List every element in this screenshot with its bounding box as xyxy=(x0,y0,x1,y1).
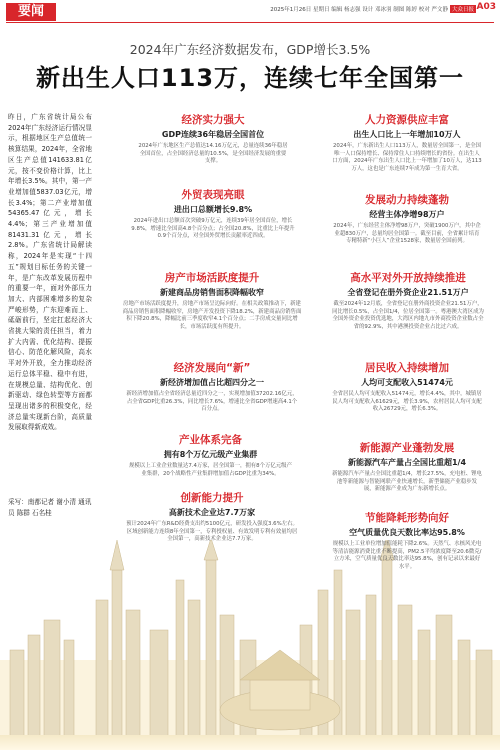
card-title: 创新能力提升 xyxy=(180,492,244,504)
card-body: 全省居民人均可支配收入51474元，增长4.4%，其中，城镇居民人均可支配收入61629元，增长3.9%，农村居民人均可支配收入26729元，增长6.3%。 xyxy=(332,391,482,413)
card-body: 2024年广东地区生产总值达14.16万亿元，总量连续36年稳居全国首位，占全国经济总量的10.5%，是全国经济发展的重要支撑。 xyxy=(138,143,288,165)
card-body: 房地产市场活跃度提升，房地产市场呈边际向好。在相关政策推动下，新建商品房销售面积降幅收窄，房地产开发投资下降18.2%，新建商品房销售面积下降20.8%，降幅比前三季度收窄4.1个百分点；二手房成交量同比增长，市场活跃度有所提升。 xyxy=(122,301,302,330)
stat-card xyxy=(126,360,298,414)
card-subtitle: 空气质量优良天数比率达95.8% xyxy=(349,528,465,537)
card-subtitle: 人均可支配收入51474元 xyxy=(361,378,453,387)
card-subtitle: 进出口总额增长9.8% xyxy=(173,205,253,214)
intro-article: 昨日，广东省统计局公布2024年广东经济运行情况显示，根据地区生产总值统一核算结果，2024年，全省地区生产总值141633.81亿元，按不变价格计算，比上年增长3.5%。其中，第一产业增加值5837.03亿元，增长3.4%；第二产业增加值54365.47亿元，增长4.4%；第三产业增加值81431.31亿元，增长2.8%。广东省统计局解读称，2024年是实现“十四五”规划目标任务的关键一年，是广东改革发展历程中的重要一年，面对外部压力加大、内部困难增多的复杂严峻形势，广东迎难而上、砥砺前行，坚定扛起经济大省挑大梁的责任担当，着力扩大内需、优化结构、提振信心、防范化解风险，高水平对外开放，全力推动经济运行总体平稳、稳中有进，在规模总量、结构优化、创新驱动、绿色转型等方面都呈现出诸多的积极变化，经济总量实现新台阶，高质量发展取得新成效。 xyxy=(8,113,92,432)
card-subtitle: 拥有8个万亿元级产业集群 xyxy=(163,450,258,459)
stat-card xyxy=(332,192,482,246)
stat-card xyxy=(332,270,484,331)
card-body: 预计2024年广东R&D经费支出约5100亿元，研发投入强度3.6%左右。区域创新能力连续8年全国第一，专利授权量、有效发明专利有效量均居全国第一，高新技术企业达7.7万家。 xyxy=(126,521,298,543)
card-subtitle: 经营主体净增98万户 xyxy=(369,210,445,219)
card-subtitle: GDP连续36年稳居全国首位 xyxy=(161,130,265,139)
header-rule xyxy=(6,22,494,23)
byline: 采写：南都记者 谢小清 通讯员 陈群 石名桂 xyxy=(8,498,92,517)
stat-card xyxy=(128,187,298,241)
headline: 新出生人口113万，连续七年全国第一 xyxy=(35,64,465,92)
card-title: 发展动力持续蓬勃 xyxy=(365,194,449,206)
meta-text: 2025年1月26日 星期日 编辑 杨志强 设计 邓冰羽 制图 陈婷 校对 严文静 xyxy=(270,7,448,13)
stat-card xyxy=(126,490,298,544)
subtitle: 2024年广东经济数据发布，GDP增长3.5% xyxy=(129,42,371,57)
card-title: 产业体系完备 xyxy=(179,434,242,446)
card-subtitle: 新经济增加值占比超四分之一 xyxy=(160,378,264,387)
card-title: 房产市场活跃度提升 xyxy=(164,272,260,284)
card-title: 人力资源供应丰富 xyxy=(365,114,449,126)
card-title: 经济实力强大 xyxy=(181,114,245,126)
stat-card xyxy=(332,112,482,173)
card-body: 新经济增加值占全省经济总量近四分之一，实现增加值37202.16亿元，占全省GDP比重26.3%，同比增长7.6%，增速比全省GDP增速高4.1个百分点。 xyxy=(126,391,298,413)
card-subtitle: 出生人口比上一年增加10万人 xyxy=(353,130,461,139)
skyline-illustration xyxy=(0,540,500,750)
masthead xyxy=(0,0,500,22)
stat-card xyxy=(138,112,288,166)
card-title: 经济发展向“新” xyxy=(173,362,251,374)
card-title: 高水平对外开放持续推进 xyxy=(350,272,466,284)
card-subtitle: 新能源汽车产量占全国比重超1/4 xyxy=(347,458,467,467)
card-body: 规模以上工业单位增加值能耗下降2.6%。天然气、水核风光电等清洁能源消费比重不断提高，PM2.5平均浓度降至20.6微克/立方米，空气质量优良天数比率达95.8%，创有记录以来最好水平。 xyxy=(332,541,482,570)
stat-card xyxy=(332,440,482,494)
card-body: 2024年，广东经营主体净增98万户，突破1900万户，其中企业超830万户，总量均居全国第一。截至目前，全省累计培育专精特新“小巨人”企业1528家，数量居全国前列。 xyxy=(333,223,481,245)
card-body: 2024年，广东新出生人口113万人，数量居全国第一，是全国唯一人口保持增长、保持常住人口持续增长的省份。在出生人口方面，2024年广东出生人口比上一年增加了10万人，达113万人，这也是广东连续7年成为第一生育大省。 xyxy=(332,143,482,172)
card-subtitle: 全省登记在册外资企业21.51万户 xyxy=(347,288,469,297)
card-body: 截至2024年12月底，全省登记在册外商投资企业21.51万户，同比增长0.5%，占全国1/4，位居全国第一。粤港澳大湾区成为全国外资企业投资优选地，大湾区内地九市外商投资企业数占全省的92.9%，其中港澳投资企业占比过六成。 xyxy=(332,301,484,330)
stat-card xyxy=(128,432,293,478)
page-number: A03 xyxy=(476,2,496,12)
card-title: 居民收入持续增加 xyxy=(365,362,449,374)
card-title: 外贸表现亮眼 xyxy=(181,189,245,201)
card-title: 新能源产业蓬勃发展 xyxy=(359,442,455,454)
stat-card xyxy=(332,510,482,571)
stat-card xyxy=(332,360,482,414)
card-subtitle: 新建商品房销售面积降幅收窄 xyxy=(160,288,264,297)
section-tag: 要闻 xyxy=(6,3,56,21)
editor-badge: 大众日报 xyxy=(451,7,474,13)
card-body: 2024年进出口总额首次突破9万亿元，连续39年居全国首位，增长9.8%，增速比全国高4.8个百分点；占全国20.8%，比重比上年提升0.9个百分点，对全国外贸增长贡献率近四成。 xyxy=(131,218,295,240)
card-body: 规模以上工业企业数量达7.4万家，居全国第一，拥有8个万亿元级产业集群，20个战略性产业集群增加值占GDP比重为34%。 xyxy=(129,463,292,477)
page-meta xyxy=(270,5,476,13)
card-subtitle: 高新技术企业达7.7万家 xyxy=(168,508,256,517)
card-body: 新能源汽车产量占全国比重超1/4，增长27.5%，充电桩、锂电池等新能源与智能网联产业快速增长，新型储能产业稳步发展，新能源产业成为广东新增长点。 xyxy=(332,471,482,493)
stat-card xyxy=(122,270,302,331)
card-title: 节能降耗形势向好 xyxy=(365,512,449,524)
